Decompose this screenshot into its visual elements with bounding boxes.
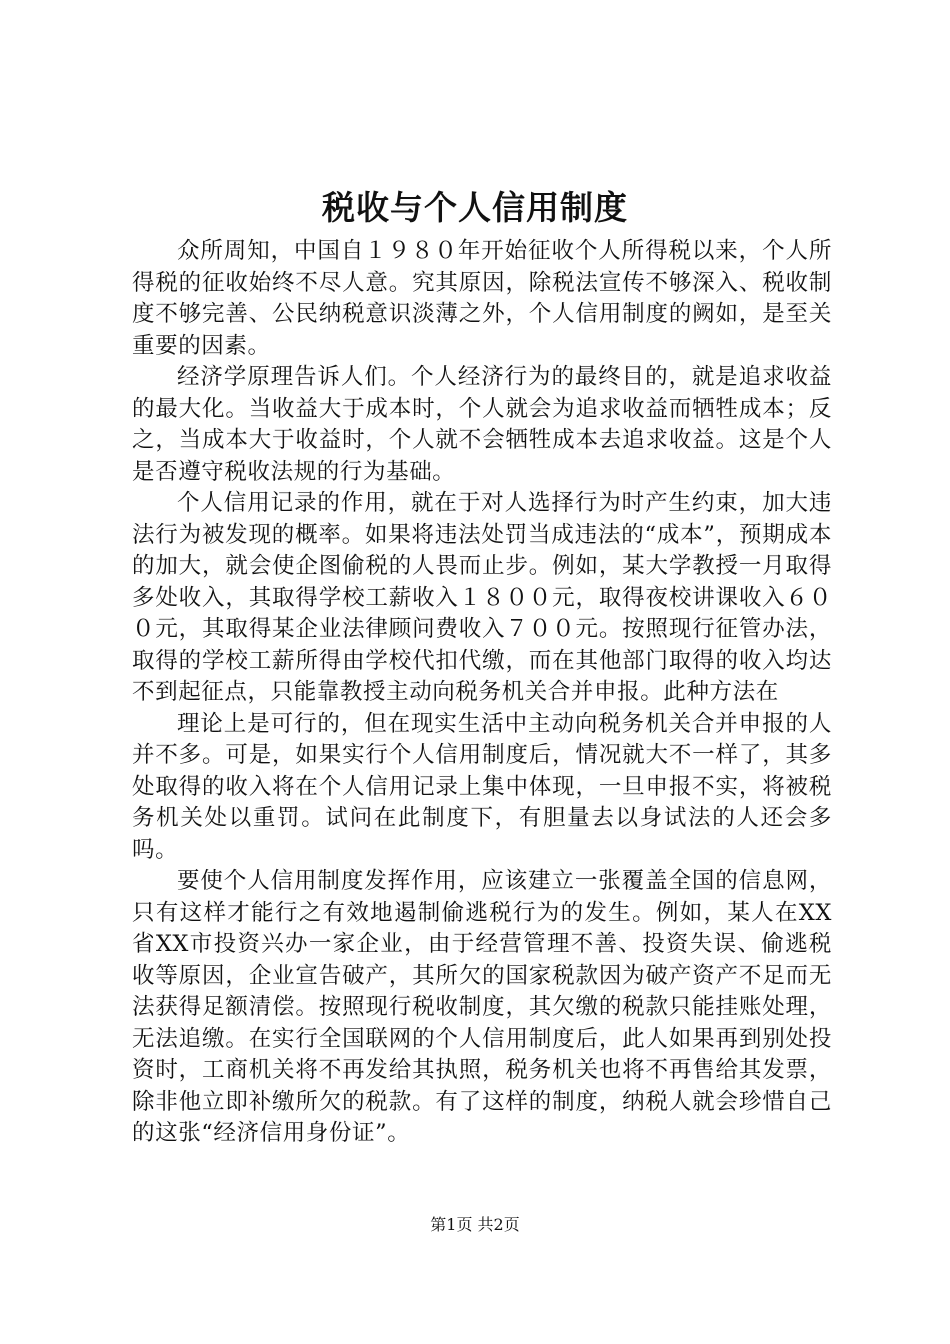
paragraph-3: 个人信用记录的作用，就在于对人选择行为时产生约束，加大违法行为被发现的概率。如果将违法处罚当成违法的“成本”，预期成本的加大，就会使企图偷税的人畏而止步。例如，某大学教授一月取得多处收入，其取得学校工薪收入１８００元，取得夜校讲课收入６００元，其取得某企业法律顾问费收入７００元。按照现行征管办法，取得的学校工薪所得由学校代扣代缴，而在其他部门取得的收入均达不到起征点，只能靠教授主动向税务机关合并申报。此种方法在 (132, 490, 832, 705)
document-title: 税收与个人信用制度 (322, 188, 628, 227)
paragraph-1: 众所周知，中国自１９８０年开始征收个人所得税以来，个人所得税的征收始终不尽人意。究其原因，除税法宣传不够深入、税收制度不够完善、公民纳税意识淡薄之外，个人信用制度的阙如，是至关重要的因素。 (132, 238, 832, 359)
paragraph-5: 要使个人信用制度发挥作用，应该建立一张覆盖全国的信息网，只有这样才能行之有效地遏制偷逃税行为的发生。例如，某人在XX省XX市投资兴办一家企业，由于经营管理不善、投资失误、偷逃税收等原因，企业宣告破产，其所欠的国家税款因为破产资产不足而无法获得足额清偿。按照现行税收制度，其欠缴的税款只能挂账处理，无法追缴。在实行全国联网的个人信用制度后，此人如果再到别处投资时，工商机关将不再发给其执照，税务机关也将不再售给其发票，除非他立即补缴所欠的税款。有了这样的制度，纳税人就会珍惜自己的这张“经济信用身份证”。 (132, 868, 832, 1146)
paragraph-2: 经济学原理告诉人们。个人经济行为的最终目的，就是追求收益的最大化。当收益大于成本时，个人就会为追求收益而牺牲成本；反之，当成本大于收益时，个人就不会牺牲成本去追求收益。这是个人是否遵守税收法规的行为基础。 (132, 364, 832, 485)
document-body (132, 236, 832, 1150)
paragraph-4: 理论上是可行的，但在现实生活中主动向税务机关合并申报的人并不多。可是，如果实行个人信用制度后，情况就大不一样了，其多处取得的收入将在个人信用记录上集中体现，一旦申报不实，将被税务机关处以重罚。试问在此制度下，有胆量去以身试法的人还会多吗。 (132, 710, 832, 863)
page-number-footer: 第1页 共2页 (430, 1215, 520, 1234)
